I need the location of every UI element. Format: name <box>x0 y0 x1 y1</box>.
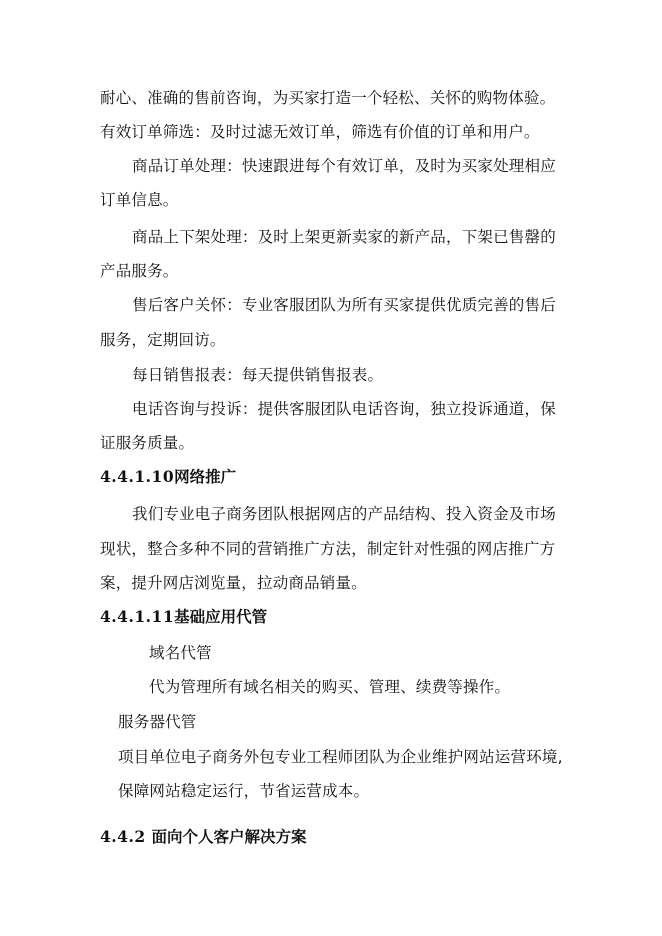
paragraph-line: 服务，定期回访。 <box>100 331 226 349</box>
paragraph-line: 产品服务。 <box>100 262 179 280</box>
paragraph-line: 项目单位电子商务外包专业工程师团队为企业维护网站运营环境, <box>118 748 563 766</box>
section-heading-hosting <box>100 607 267 627</box>
paragraph-line: 保障网站稳定运行，节省运营成本。 <box>118 782 370 800</box>
paragraph-line: 证服务质量。 <box>100 434 195 452</box>
subheading-server-hosting: 服务器代管 <box>118 713 197 731</box>
paragraph-line: 代为管理所有域名相关的购买、管理、续费等操作。 <box>149 678 511 696</box>
paragraph-line: 商品订单处理：快速跟进每个有效订单，及时为买家处理相应 <box>132 157 556 175</box>
paragraph-line: 现状，整合多种不同的营销推广方法，制定针对性强的网店推广方 <box>100 540 556 558</box>
heading-title: 基础应用代管 <box>174 607 268 626</box>
paragraph-line: 订单信息。 <box>100 191 179 209</box>
section-heading-personal-solutions <box>100 827 307 847</box>
paragraph-line: 电话咨询与投诉：提供客服团队电话咨询，独立投诉通道，保 <box>132 400 556 418</box>
paragraph-line: 售后客户关怀：专业客服团队为所有买家提供优质完善的售后 <box>132 296 556 314</box>
paragraph-line: 耐心、准确的售前咨询，为买家打造一个轻松、关怀的购物体验。 <box>100 89 556 107</box>
subheading-domain-hosting: 域名代管 <box>149 644 212 662</box>
paragraph-line: 我们专业电子商务团队根据网店的产品结构、投入资金及市场 <box>132 505 556 523</box>
heading-number: 4.4.2 <box>100 827 152 846</box>
heading-title: 面向个人客户解决方案 <box>151 827 307 846</box>
paragraph-line: 有效订单筛选：及时过滤无效订单，筛选有价值的订单和用户。 <box>100 123 540 141</box>
section-heading-network-promotion <box>100 467 236 487</box>
heading-number: 4.4.1.11 <box>100 607 175 626</box>
paragraph-line: 案，提升网店浏览量，拉动商品销量。 <box>100 574 367 592</box>
heading-number: 4.4.1.10 <box>100 467 175 486</box>
paragraph-line: 商品上下架处理：及时上架更新卖家的新产品，下架已售罄的 <box>132 228 556 246</box>
paragraph-line: 每日销售报表：每天提供销售报表。 <box>132 366 384 384</box>
heading-title: 网络推广 <box>174 467 237 486</box>
